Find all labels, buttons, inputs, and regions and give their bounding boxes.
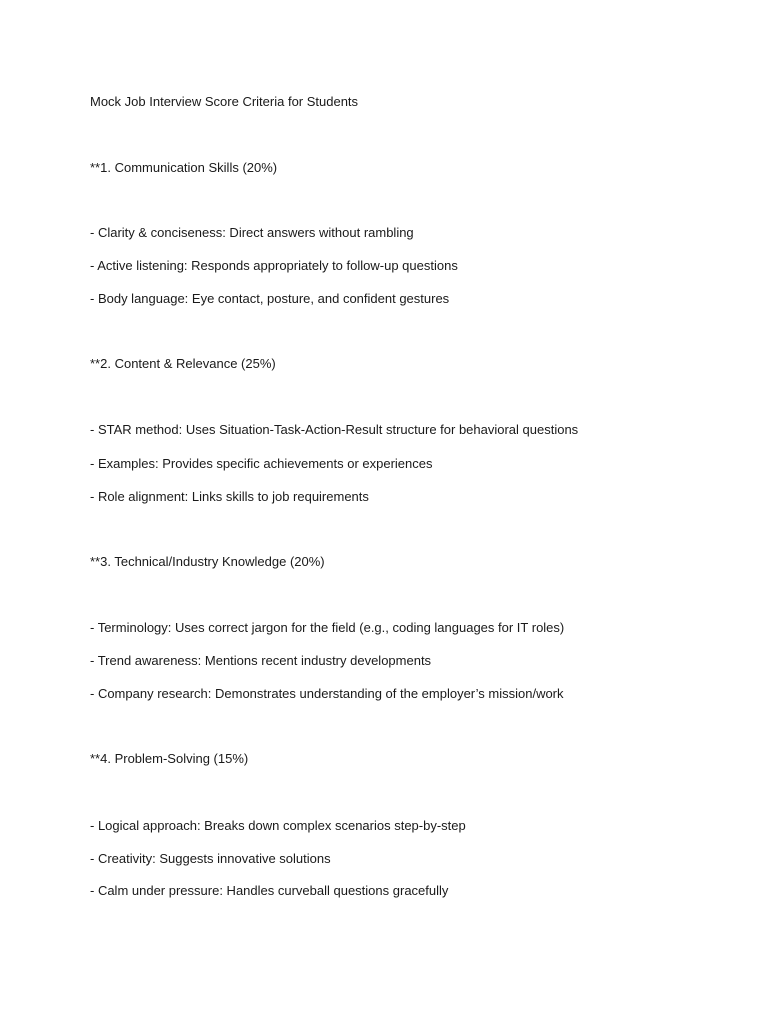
list-item: - Trend awareness: Mentions recent industry developments xyxy=(90,653,432,668)
list-item: - Examples: Provides specific achievements or experiences xyxy=(90,456,433,471)
list-item: - Active listening: Responds appropriately to follow-up questions xyxy=(90,258,458,273)
list-item: - Role alignment: Links skills to job requirements xyxy=(90,489,369,504)
list-item: - Logical approach: Breaks down complex scenarios step-by-step xyxy=(90,818,466,833)
list-item: - Calm under pressure: Handles curveball questions gracefully xyxy=(90,883,449,898)
document-title: Mock Job Interview Score Criteria for Students xyxy=(90,94,359,109)
list-item: - Clarity & conciseness: Direct answers without rambling xyxy=(90,225,414,240)
list-item: - Terminology: Uses correct jargon for the field (e.g., coding languages for IT roles) xyxy=(90,620,565,635)
section-heading-technical: **3. Technical/Industry Knowledge (20%) xyxy=(90,554,325,569)
section-heading-content: **2. Content & Relevance (25%) xyxy=(90,356,276,371)
list-item: - Company research: Demonstrates understanding of the employer’s mission/work xyxy=(90,686,564,701)
section-heading-communication: **1. Communication Skills (20%) xyxy=(90,160,278,175)
list-item: - Creativity: Suggests innovative solutions xyxy=(90,851,331,866)
list-item: - STAR method: Uses Situation-Task-Action-Result structure for behavioral questions xyxy=(90,422,579,437)
section-heading-problem-solving: **4. Problem-Solving (15%) xyxy=(90,751,249,766)
list-item: - Body language: Eye contact, posture, and confident gestures xyxy=(90,291,450,306)
